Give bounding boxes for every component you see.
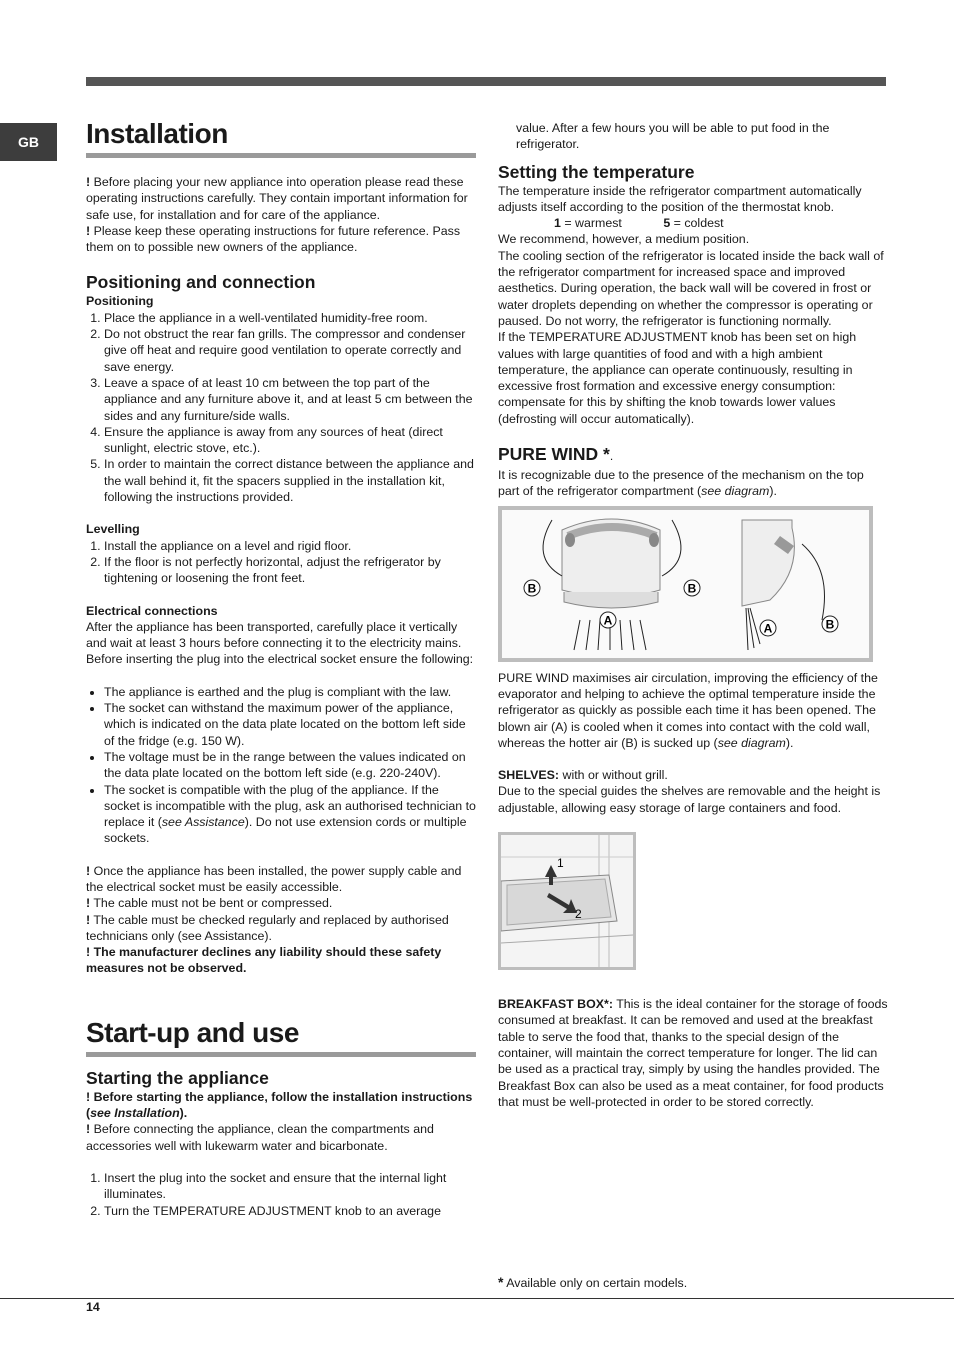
label-b-right: B xyxy=(687,581,697,596)
list-item: 4. Ensure the appliance is away from any sources of heat (direct sunlight, electric stove, etc.). xyxy=(104,424,476,457)
temperature-paragraph-2: We recommend, however, a medium position. xyxy=(498,232,750,247)
purewind-paragraph-1: It is recognizable due to the presence of the mechanism on the top part of the refrigerator compartment (see diagram). xyxy=(498,468,864,499)
footer-rule xyxy=(0,1298,954,1299)
purewind-paragraph-2: PURE WIND maximises air circulation, improving the efficiency of the evaporator and helping to achieve the optimal temperature inside the refrigerator as quickly as possible each time it has been opened. The blown air (A) is cooled when it comes into contact with the cold wall, whereas the hotter air (B) is sucked up (see diagram). xyxy=(498,670,878,750)
electrical-list xyxy=(86,684,476,847)
shelves-label-line: SHELVES: with or without grill. xyxy=(498,768,668,783)
starting-heading: Starting the appliance xyxy=(86,1067,269,1088)
list-item: • The voltage must be in the range between the values indicated on the data plate located on the bottom left side (e.g. 220-240V). xyxy=(104,749,476,782)
startup-title: Start-up and use xyxy=(86,1016,299,1048)
temperature-paragraph-4: If the TEMPERATURE ADJUSTMENT knob has been set on high values with large quantities of food and with a high ambient temperature, the appliance can operate continuously, resulting in excessive frost formation and excessive energy consumption: compensate for this by shifting the knob towards lower values (defrosting will occur automatically). xyxy=(498,330,857,426)
positioning-connection-heading: Positioning and connection xyxy=(86,272,316,293)
positioning-list xyxy=(86,310,476,506)
list-item: • The socket can withstand the maximum power of the appliance, which is indicated on the data plate located on the bottom left side of the fridge (e.g. 150 W). xyxy=(104,700,476,749)
electrical-subheading: Electrical connections xyxy=(86,603,218,618)
list-item: 1. Install the appliance on a level and rigid floor. xyxy=(104,538,476,554)
list-item: • The appliance is earthed and the plug is compliant with the law. xyxy=(104,684,476,700)
startup-step-continuation: value. After a few hours you will be able to put food in the refrigerator. xyxy=(516,121,830,152)
title-rule xyxy=(86,1052,476,1057)
list-item: 2. Do not obstruct the rear fan grills. The compressor and condenser give off heat and require good ventilation to operate correctly and save energy. xyxy=(104,326,476,375)
list-item: 2. Turn the TEMPERATURE ADJUSTMENT knob to an average xyxy=(104,1203,476,1219)
footnote: * Available only on certain models. xyxy=(498,1274,688,1290)
list-item: 5. In order to maintain the correct distance between the appliance and the wall behind it, fit the spacers supplied in the installation kit, following the instructions provided. xyxy=(104,456,476,505)
installation-title: Installation xyxy=(86,118,228,149)
shelves-diagram xyxy=(498,832,636,970)
list-item: • The socket is compatible with the plug of the appliance. If the socket is incompatible with the plug, ask an authorised technician to replace it (see Assistance). Do not use extension cords or multiple sockets. xyxy=(104,782,476,847)
shelves-paragraph: Due to the special guides the shelves are removable and the height is adjustable, allowing easy storage of large containers and food. xyxy=(498,784,881,815)
warning-4: ! The manufacturer declines any liability should these safety measures not be observed. xyxy=(86,945,442,976)
warning-1: ! Once the appliance has been installed, the power supply cable and the electrical socket must be easily accessible. xyxy=(86,863,462,894)
label-b-left: B xyxy=(527,581,537,596)
label-b-side: B xyxy=(825,617,835,632)
shelf-step-1: 1 xyxy=(557,856,564,871)
warning-2: ! The cable must not be bent or compressed. xyxy=(86,896,333,911)
page-number: 14 xyxy=(86,1300,100,1314)
levelling-subheading: Levelling xyxy=(86,522,140,537)
left-column xyxy=(86,116,476,1219)
language-tab: GB xyxy=(0,123,57,161)
list-item: 2. If the floor is not perfectly horizontal, adjust the refrigerator by tightening or loosening the front feet. xyxy=(104,554,476,587)
positioning-subheading: Positioning xyxy=(86,294,154,309)
shelf-step-2: 2 xyxy=(575,907,582,922)
purewind-heading: PURE WIND *. xyxy=(498,444,614,465)
list-item: 3. Leave a space of at least 10 cm between the top part of the appliance and any furniture above it, and at least 5 cm between the sides and any furniture/side walls. xyxy=(104,375,476,424)
intro-paragraph-1: ! Before placing your new appliance into operation please read these operating instructions carefully. They contain important information for safe use, for installation and for care of the appliance. xyxy=(86,175,468,222)
startup-steps xyxy=(86,1170,476,1219)
purewind-diagram xyxy=(498,506,873,662)
temperature-heading: Setting the temperature xyxy=(498,161,695,182)
list-item: 1. Insert the plug into the socket and ensure that the internal light illuminates. xyxy=(104,1170,476,1203)
temperature-paragraph-3: The cooling section of the refrigerator is located inside the back wall of the refrigerator compartment for increased space and improved aesthetics. During operation, the back wall will be covered in frost or water droplets depending on whether the compressor is operating or paused. Do not worry, the refrigerator is functioning normally. xyxy=(498,248,884,328)
electrical-paragraph: After the appliance has been transported, carefully place it vertically and wait at least 3 hours before connecting it to the electricity mains. Before inserting the plug into the electrical socket ensure the following: xyxy=(86,619,474,667)
warning-3: ! The cable must be checked regularly and replaced by authorised technicians only (see Assistance). xyxy=(86,912,449,943)
breakfast-paragraph: BREAKFAST BOX*: This is the ideal container for the storage of foods consumed at breakfast. It can be removed and used at the breakfast table to serve the food that, thanks to the special design of the container, will maintain the correct temperature for longer. The lid can be used as a practical tray, simply by using the handles provided. The Breakfast Box can also be used as a meat container, for food products that must be well-protected in order to be stored correctly. xyxy=(498,997,888,1109)
intro-paragraph-2: ! Please keep these operating instructions for future reference. Pass them on to possible new owners of the appliance. xyxy=(86,223,461,255)
temperature-scale: 1 = warmest 5 = coldest xyxy=(554,216,724,231)
top-rule xyxy=(86,77,886,86)
levelling-list xyxy=(86,538,476,587)
label-a-side: A xyxy=(763,621,773,636)
startup-warning-2: ! Before connecting the appliance, clean the compartments and accessories well with lukewarm water and bicarbonate. xyxy=(86,1122,434,1153)
title-rule xyxy=(86,153,476,158)
label-a: A xyxy=(603,613,613,628)
temperature-paragraph-1: The temperature inside the refrigerator compartment automatically adjusts itself according to the position of the thermostat knob. xyxy=(498,183,862,214)
list-item: 1. Place the appliance in a well-ventilated humidity-free room. xyxy=(104,310,476,326)
startup-warning-1: ! Before starting the appliance, follow the installation instructions (see Installation). xyxy=(86,1089,473,1121)
right-column xyxy=(498,120,888,1110)
